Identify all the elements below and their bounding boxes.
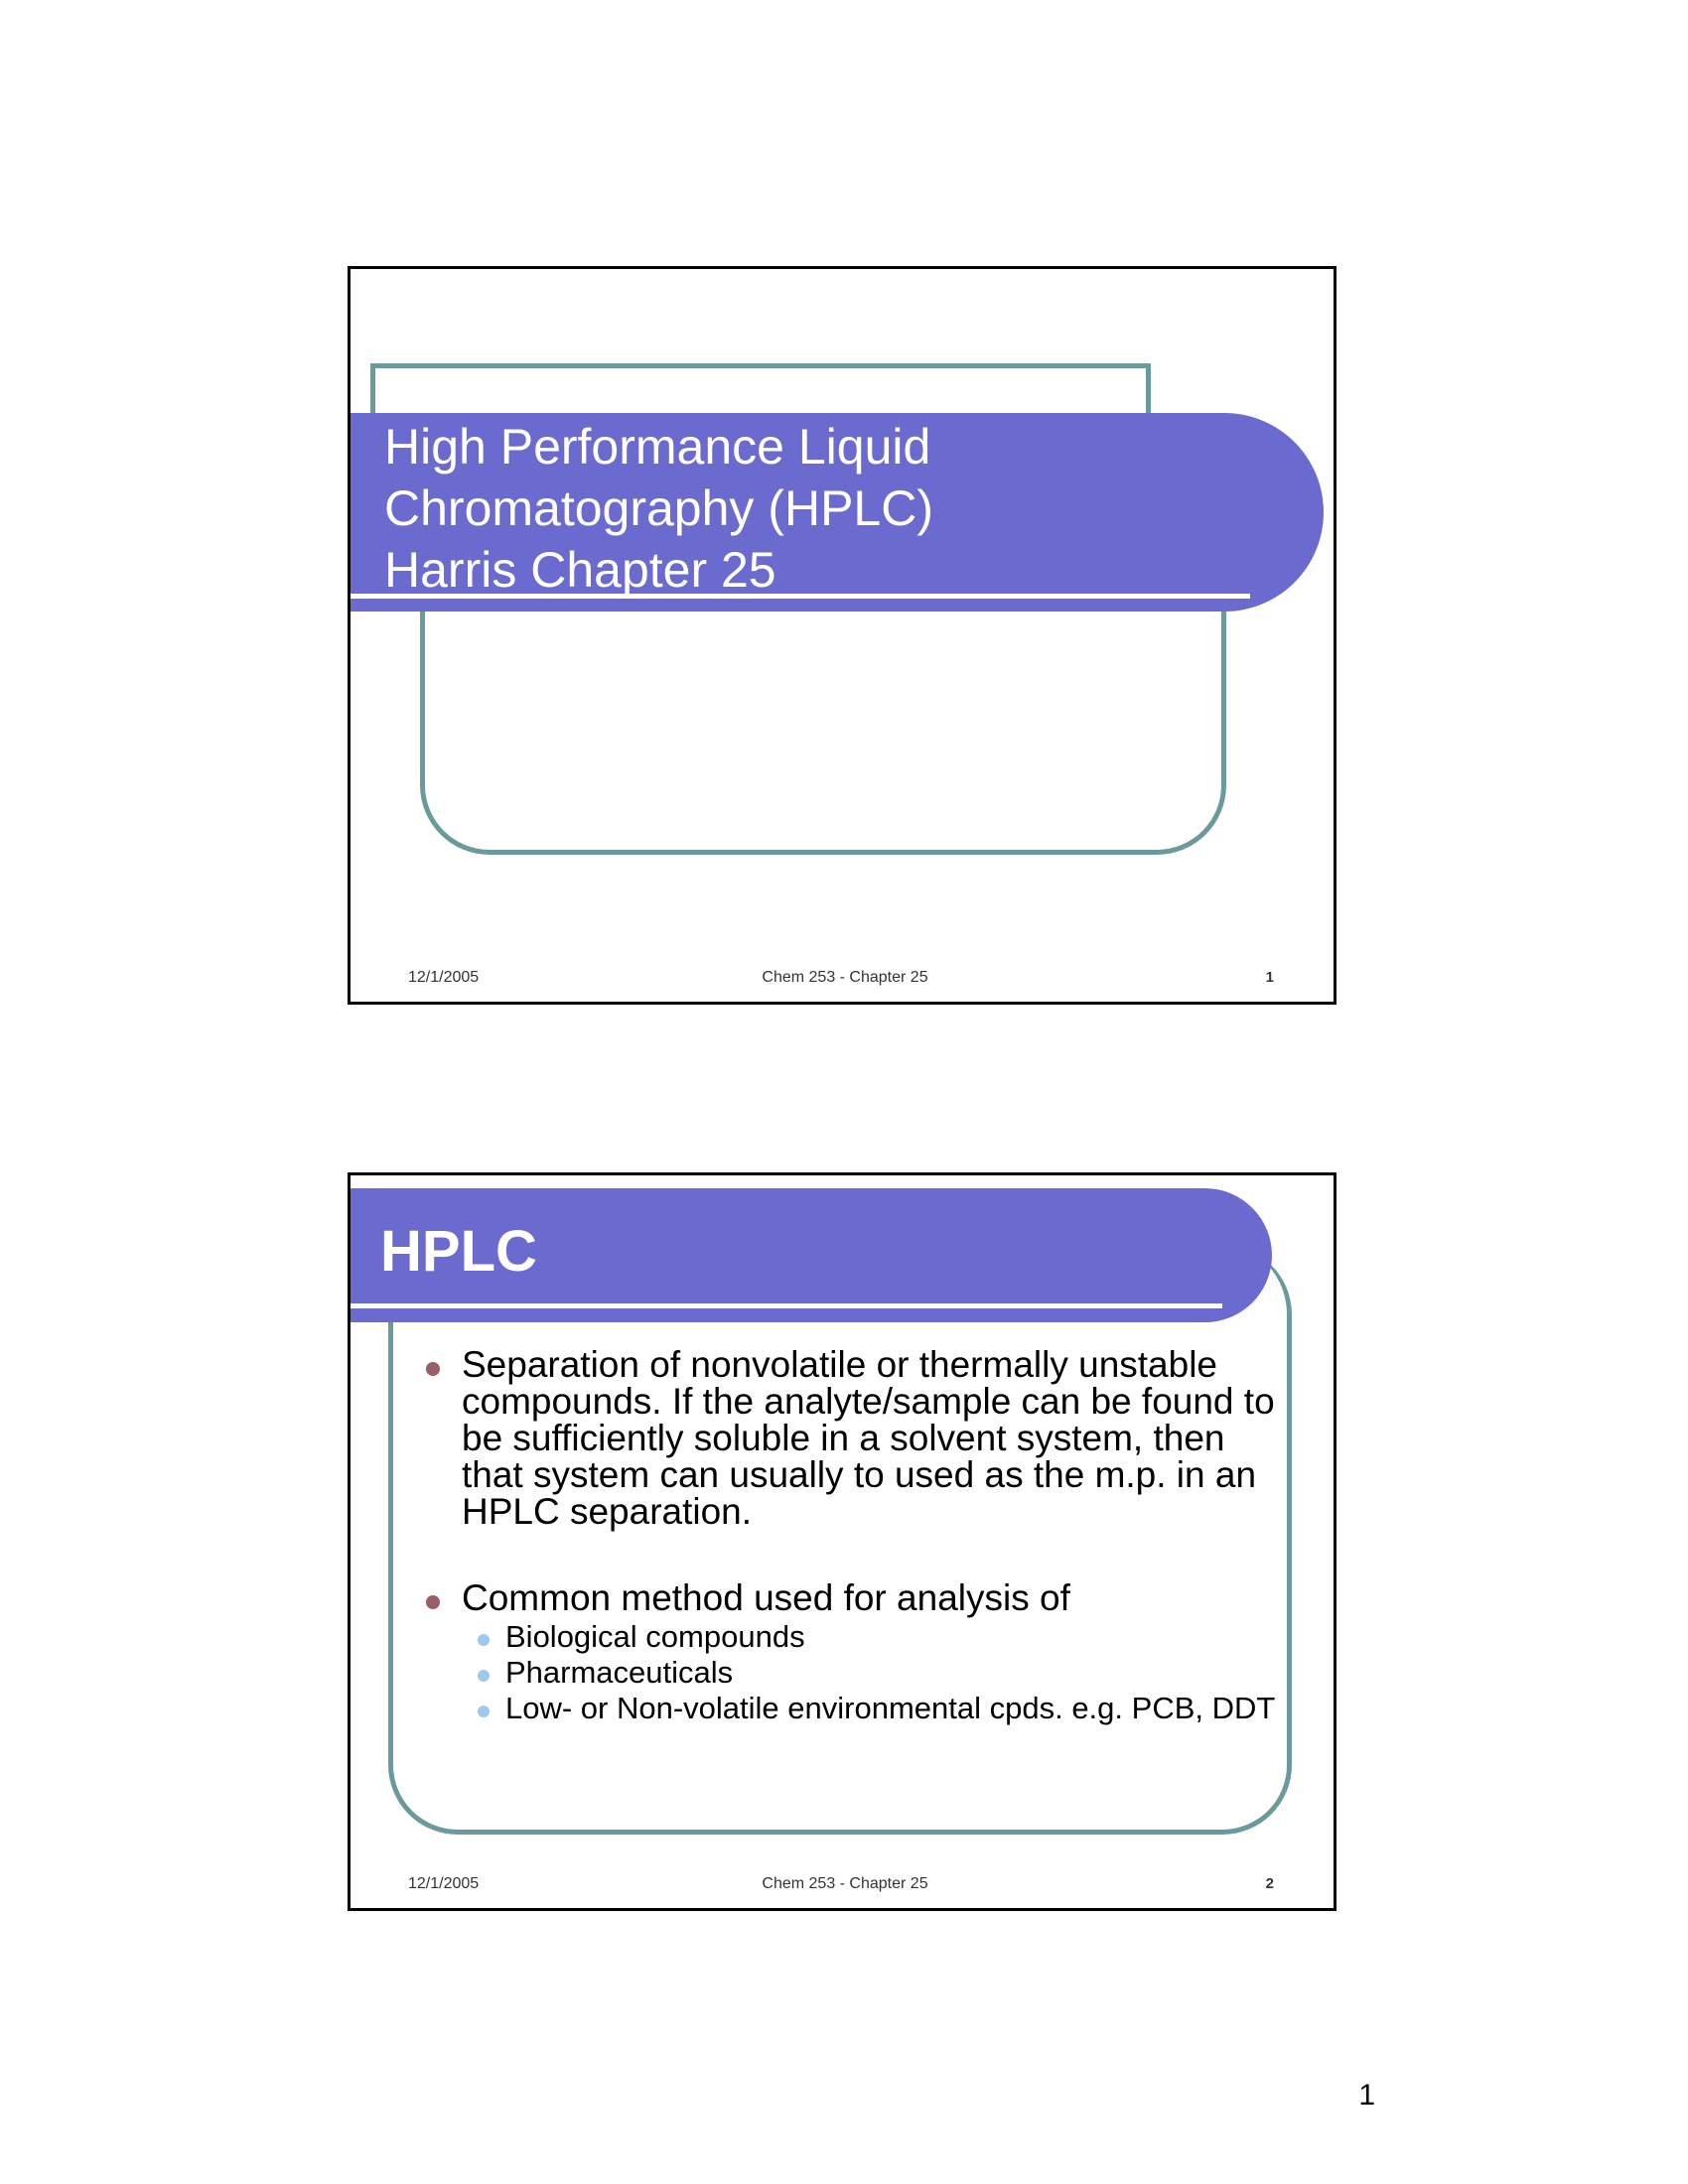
slide-2 xyxy=(348,1172,1336,1911)
bullet-dot-icon xyxy=(426,1362,440,1376)
frame-bottom xyxy=(420,607,1226,855)
footer-date: 12/1/2005 xyxy=(408,969,480,986)
bullet-text: Common method used for analysis of xyxy=(462,1577,1070,1618)
bullet-dot-icon xyxy=(426,1595,440,1609)
sub-bullet-dot-icon xyxy=(478,1670,490,1682)
title-line: High Performance Liquid xyxy=(384,419,931,475)
bullet-list xyxy=(462,1346,1276,1723)
slide-number: 1 xyxy=(1265,969,1274,986)
title-underline xyxy=(351,1303,1222,1308)
title-line: Harris Chapter 25 xyxy=(384,542,776,598)
footer-center: Chem 253 - Chapter 25 xyxy=(762,969,928,986)
sub-bullet-text: Biological compounds xyxy=(505,1619,805,1654)
bullet-item xyxy=(462,1579,1276,1723)
sub-bullet-dot-icon xyxy=(478,1706,490,1717)
footer-center: Chem 253 - Chapter 25 xyxy=(762,1875,928,1892)
sub-bullet-item xyxy=(505,1619,1276,1654)
slide-title: HPLC xyxy=(380,1219,537,1284)
bullet-item xyxy=(462,1346,1276,1530)
slide-title xyxy=(384,416,933,601)
slide-1 xyxy=(348,266,1336,1005)
bullet-text: Separation of nonvolatile or thermally unstable compounds. If the analyte/sample can be found to be sufficiently soluble in a solvent system, then that system can usually to used as the m.p. in an HPLC separation. xyxy=(462,1344,1275,1532)
footer-date: 12/1/2005 xyxy=(408,1875,480,1892)
sub-bullet-item xyxy=(505,1691,1276,1725)
sub-bullet-dot-icon xyxy=(478,1634,490,1646)
page-number: 1 xyxy=(1358,2079,1375,2112)
title-line: Chromatography (HPLC) xyxy=(384,480,933,536)
slide-number: 2 xyxy=(1265,1875,1274,1892)
sub-bullet-text: Low- or Non-volatile environmental cpds. e.g. PCB, DDT xyxy=(505,1691,1276,1725)
sub-bullet-item xyxy=(505,1655,1276,1690)
sub-bullet-text: Pharmaceuticals xyxy=(505,1655,734,1690)
